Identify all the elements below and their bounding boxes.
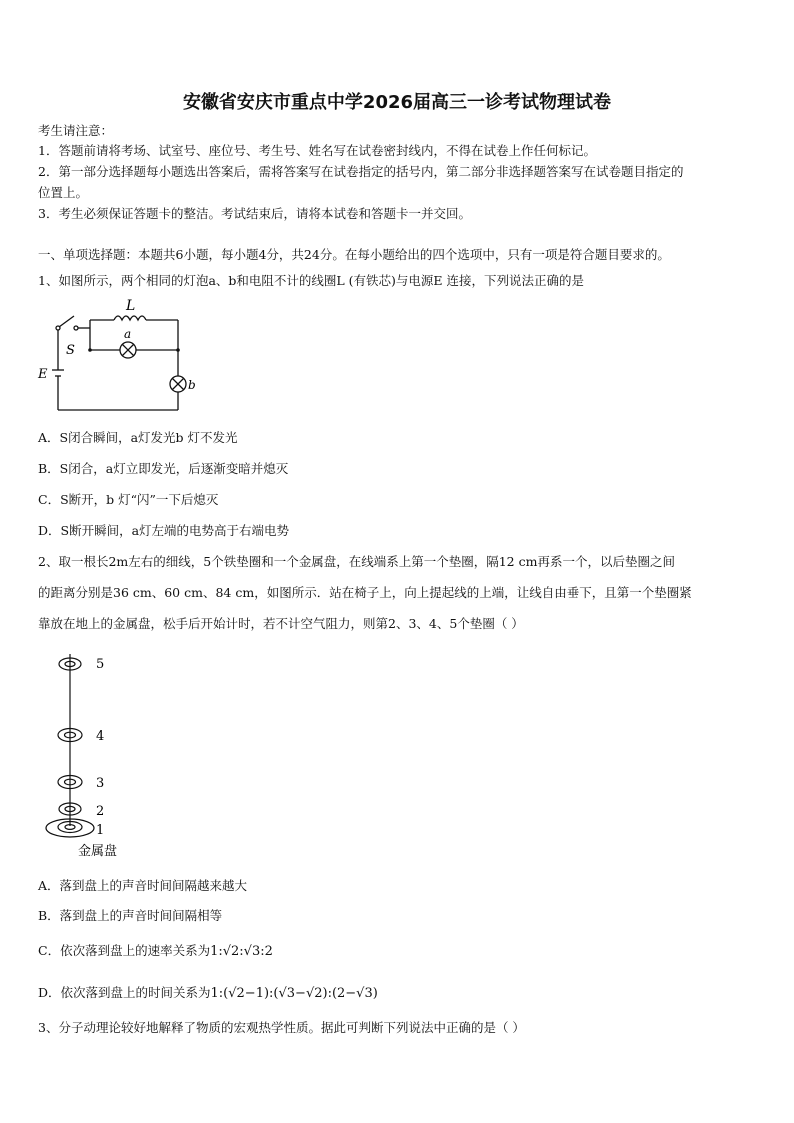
q2-option-c-math: 1:√2:√3:2 bbox=[210, 944, 273, 959]
q2-option-d-math: 1:(√2−1):(√3−√2):(2−√3) bbox=[210, 986, 378, 1001]
washer-label-4: 4 bbox=[96, 729, 105, 744]
page-title: 安徽省安庆市重点中学2026届高三一诊考试物理试卷 bbox=[182, 92, 612, 113]
plate-caption: 金属盘 bbox=[78, 844, 118, 859]
washer-label-3: 3 bbox=[96, 776, 105, 791]
notice-item-1: 1．答题前请将考场、试室号、座位号、考生号、姓名写在试卷密封线内，不得在试卷上作任何标记。 bbox=[38, 143, 596, 158]
question-2-stem-line-3: 靠放在地上的金属盘，松手后开始计时，若不计空气阻力，则第2、3、4、5个垫圈（ ） bbox=[38, 616, 524, 631]
coil-label: L bbox=[126, 298, 136, 314]
q2-option-a: A．落到盘上的声音时间间隔越来越大 bbox=[38, 878, 248, 893]
washer-label-1: 1 bbox=[96, 823, 105, 838]
question-2-stem-line-2: 的距离分别是36 cm、60 cm、84 cm，如图所示．站在椅子上，向上提起线的上端，让线自由垂下，且第一个垫圈紧 bbox=[38, 585, 692, 600]
q2-option-b: B．落到盘上的声音时间间隔相等 bbox=[38, 908, 223, 923]
q2-option-c bbox=[38, 941, 273, 959]
notice-item-2: 2．第一部分选择题每小题选出答案后，需将答案写在试卷指定的括号内，第二部分非选择题答案写在试卷题目指定的 bbox=[38, 164, 684, 179]
washer-label-2: 2 bbox=[96, 804, 105, 819]
q1-option-a: A．S闭合瞬间，a灯发光b 灯不发光 bbox=[38, 430, 238, 445]
q1-option-b: B．S闭合，a灯立即发光，后逐渐变暗并熄灭 bbox=[38, 461, 289, 476]
q1-option-c: C．S断开，b 灯“闪”一下后熄灭 bbox=[38, 492, 219, 507]
question-1-stem: 1、如图所示，两个相同的灯泡a、b和电阻不计的线圈L (有铁芯)与电源E 连接，下列说法正确的是 bbox=[38, 273, 585, 288]
lamp-a-label: a bbox=[124, 327, 132, 341]
notice-item-3: 3．考生必须保证答题卡的整洁。考试结束后，请将本试卷和答题卡一并交回。 bbox=[38, 206, 471, 221]
question-2-stem-line-1: 2、取一根长2m左右的细线，5个铁垫圈和一个金属盘，在线端系上第一个垫圈，隔12 cm再系一个，以后垫圈之间 bbox=[38, 554, 675, 569]
battery-label: E bbox=[38, 367, 48, 382]
switch-label: S bbox=[66, 343, 75, 358]
section-heading: 一、单项选择题：本题共6小题，每小题4分，共24分。在每小题给出的四个选项中，只有一项是符合题目要求的。 bbox=[38, 247, 670, 262]
q2-option-d bbox=[38, 983, 378, 1001]
q2-option-d-text: D．依次落到盘上的时间关系为 bbox=[38, 985, 211, 1000]
washer-label-5: 5 bbox=[96, 657, 105, 672]
q2-option-c-text: C．依次落到盘上的速率关系为 bbox=[38, 943, 211, 958]
lamp-b-label: b bbox=[188, 378, 196, 392]
washer-diagram bbox=[40, 648, 150, 863]
circuit-diagram bbox=[38, 292, 208, 417]
q1-option-d: D．S断开瞬间，a灯左端的电势高于右端电势 bbox=[38, 523, 290, 538]
notice-heading: 考生请注意： bbox=[38, 123, 114, 138]
question-3-stem: 3、分子动理论较好地解释了物质的宏观热学性质。据此可判断下列说法中正确的是（ ） bbox=[38, 1020, 525, 1035]
notice-item-2-cont: 位置上。 bbox=[38, 185, 89, 200]
